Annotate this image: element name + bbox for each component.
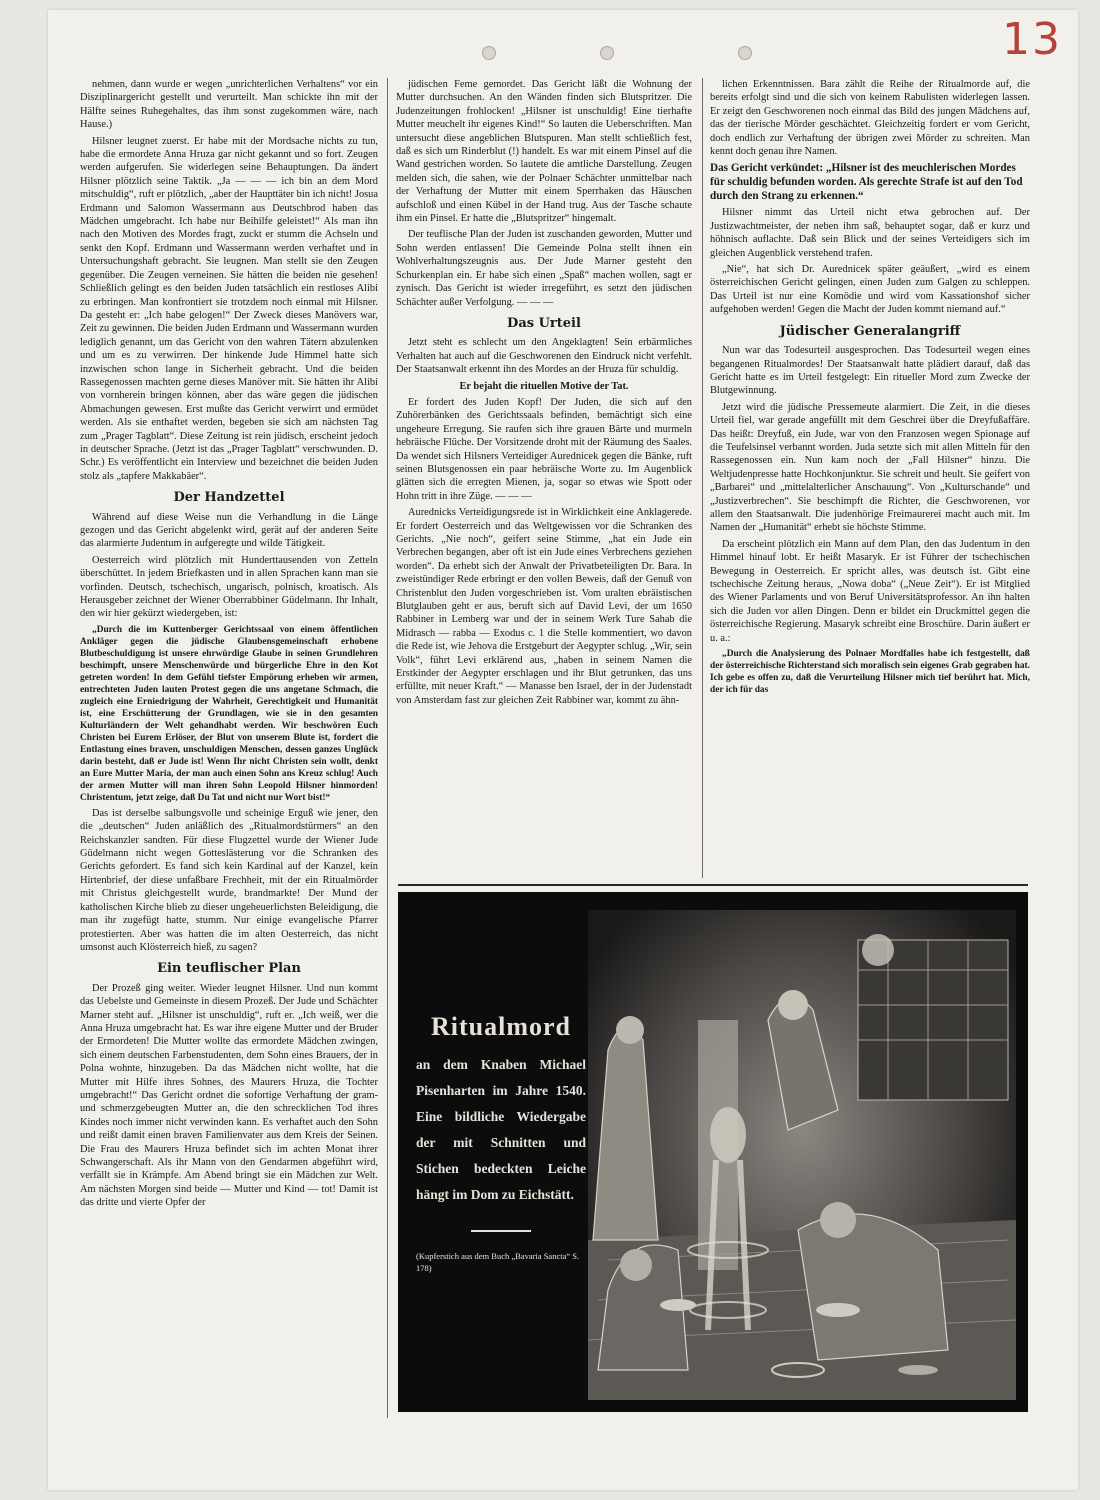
paragraph: Jetzt steht es schlecht um den Angeklagten! Sein erbärmliches Verhalten hat auch auf die Geschworenen den Eindruck nicht verfehlt. Der Staatsanwalt erkennt ihn des Mordes an der Hruza für schuldig. xyxy=(396,337,692,376)
figure-source: (Kupferstich aus dem Buch „Bavaria Sancta“ S. 178) xyxy=(416,1251,580,1273)
paragraph: Hilsner nimmt das Urteil nicht etwa gebrochen auf. Der Justizwachtmeister, der neben ihm saß, behauptet sogar, daß er kurz und höhnisch auflachte. Daß sein Blick und der seines Verteidigers sich im gleichen Augenblick verstehend trafen. xyxy=(710,207,1030,259)
figure-caption xyxy=(416,1012,586,1274)
engraving-image xyxy=(588,910,1016,1400)
column-1 xyxy=(80,78,378,1418)
paragraph: Er fordert des Juden Kopf! Der Juden, die sich auf den Zuhörerbänken des Gerichtssaals befinden, bemächtigt sich eine ungeheure Erregung. Sie raufen sich ihre grauen Bärte und murmeln hebräische Flüche. Der Vorsitzende droht mit der Räumung des Saales. Da wendet sich Hilsners Verteidiger Aurednicek gegen die Bänke, ruft seinen Blutsgenossen ein paar hebräische Worte zu. Im Augenblick glätten sich die erregten Mienen, ja, sogar so etwas wie Spott oder Hohn tritt in ihre Züge. — — — xyxy=(396,396,692,502)
paragraph: „Nie“, hat sich Dr. Aurednicek später geäußert, „wird es einem österreichischen Gericht gelingen, einen Juden zum Galgen zu schleppen. Das Urteil ist nur eine Komödie und wird vom Kassationshof sicher aufgehoben werden! Gegen die Macht der Juden kommt niemand auf.“ xyxy=(710,264,1030,316)
page-number: 13 xyxy=(1002,14,1062,65)
section-heading: Das Urteil xyxy=(507,315,581,331)
illustration-panel xyxy=(398,892,1028,1412)
column-divider xyxy=(702,78,703,878)
paragraph: lichen Erkenntnissen. Bara zählt die Reihe der Ritualmorde auf, die bereits erfolgt sind und die sich von keinem Rabulisten widerlegen lassen. Er zeigt den Geschworenen noch einmal das Bild des jungen Mädchens auf, das der tierische Mörder geschächtet. Gleichzeitig fordert er vom Gericht, doch endlich zur Verhaftung der übrigen zwei Mörder zu schreiten. Man kennt doch genau ihre Namen. xyxy=(710,79,1030,158)
section-heading: Ein teuflischer Plan xyxy=(157,961,301,977)
column-2 xyxy=(396,78,692,860)
section-heading: Jüdischer Generalangriff xyxy=(779,323,961,339)
caption-divider xyxy=(471,1230,531,1232)
paragraph: Aurednicks Verteidigungsrede ist in Wirklichkeit eine Anklagerede. Er fordert Oesterreich und das Weltgewissen vor die Schranken des Gerichts. „Nie noch“, geifert seine Stimme, „hat ein Jude ein Verbrechen begangen, aber oft ist ein Jude eines Verbrechens geziehen worden“. Da erhebt sich der Anwalt der Privatbeteiligten Dr. Bara. In zweistündiger Rede erbringt er den vollen Beweis, daß der Genuß von Christenblut den Juden vorgeschrieben ist. Vom uralten ebräistischen Blutglauben geht er aus, beruft sich auf David Levi, der um 1650 Rabbiner in Lemberg war und der in seinem Werk Ture Sahab die Midrasch — rabba — Exodus c. 1 die Stelle kommentiert, wo davon die Rede ist, wie Jehova die Erstgeburt der Aegypter schlug. „Wir, sein Volk“, führt Levi erklärend aus, „haben in seinem Namen die Erstkinder der Aegypter erschlagen und ihr Blut getrunken, das uns erfüllte, mit neuer Kraft.“ — Manasse ben Israel, der in der Judenstadt von Amsterdam fast zur gleichen Zeit Rabbiner war, kommt zu ähn- xyxy=(396,507,692,706)
paragraph: jüdischen Feme gemordet. Das Gericht läßt die Wohnung der Mutter durchsuchen. An den Wänden finden sich Blutspritzer. Die Judenzeitungen frohlocken! „Hilsner ist unschuldig! Eine tierhafte Mutter meuchelt ihr eigenes Kind!“ So lauten die Ueberschriften. Man untersucht diese angeblichen Blutspuren. Man stellt schließlich fest, daß es sich um Rinderblut (!) handelt. Es war mit einem Pinsel auf die Wand gestrichen worden. So lautete die amtliche Darstellung. Zeugen melden sich, die sahen, wie der Polnaer Schächter unmittelbar nach der Verhaftung der Mutter mit einem Sperrhaken das Häuschen aufschloß und einen Kübel in der Hand trug. Aus der Tasche schaute ihm ein Pinsel. Er hatte die „Blutspritzer“ hingemalt. xyxy=(396,79,692,225)
paragraph: nehmen, dann wurde er wegen „unrichterlichen Verhaltens“ vor ein Disziplinargericht gestellt und verurteilt. Man schickte ihn mit der Hälfte seines Ruhegehaltes, das ihm sonst zugekommen wäre, nach Hause.) xyxy=(80,79,378,131)
paragraph: Nun war das Todesurteil ausgesprochen. Das Todesurteil wegen eines begangenen Ritualmordes! Der Staatsanwalt hatte plädiert darauf, daß das Gericht hatte es im Urteil festgelegt: Ein ritueller Mord zum Zwecke der Blutgewinnung. xyxy=(710,345,1030,397)
column-3 xyxy=(710,78,1030,878)
punch-hole xyxy=(600,46,614,60)
section-rule xyxy=(398,884,1028,886)
section-heading: Der Handzettel xyxy=(173,490,285,506)
paragraph: Der teuflische Plan der Juden ist zuschanden geworden, Mutter und Sohn werden entlassen! Die Gemeinde Polna stellt ihnen ein Wohlverhaltungszeugnis aus. Der Jude Marner gesteht den Schurkenplan ein. Er habe sich einen „Spaß“ machen wollen, sagt er zynisch. Das Gericht ist wieder irregeführt, es setzt den jüdischen Schächter außer Verfolgung. — — — xyxy=(396,229,692,308)
punch-hole xyxy=(738,46,752,60)
paragraph: Oesterreich wird plötzlich mit Hunderttausenden von Zetteln überschüttet. In jedem Briefkasten und in allen Sprachen kann man sie vorfinden. Deutsch, tschechisch, ungarisch, polnisch, kroatisch. Als Herausgeber zeichnet der Wiener Oberrabbiner Güdelmann. Ihr Inhalt, den wir hier gekürzt wiedergeben, ist: xyxy=(80,554,378,620)
paragraph: Jetzt wird die jüdische Pressemeute alarmiert. Die Zeit, in die dieses Urteil fiel, war gerade angefüllt mit dem Geschrei über die Dreyfußaffäre. Das heißt: Dreyfuß, ein Jude, war von den Franzosen wegen Spionage auf die Teufelsinsel verbannt worden. Juda setzte sich mit allen Mitteln für den Rassegenossen ein. Nun kam noch der „Fall Hilsner“ hinzu. Die Weltjudenpresse hatte Hochkonjunktur. Sie schreit und heult. Sie geifert von „Barbarei“ und „mittelalterlicher Anschauung“. Von „Kulturschande“ und „Justizverbrechen“. Sie beschimpft die Richter, die Geschworenen, vor allem den Staatsanwalt. Die judenhörige Freimaurerei macht auch mit. Im Namen der „Humanität“ erhebt sie höchste Stimme. xyxy=(710,401,1030,534)
paragraph: Hilsner leugnet zuerst. Er habe mit der Mordsache nichts zu tun, habe die ermordete Anna Hruza gar nicht gekannt und so fort. Zeugen werden aufgerufen. Sie widerlegen seine Behauptungen. Da ändert Hilsner plötzlich seine Taktik. „Ja — — — ich bin an dem Mord mitschuldig“, ruft er plötzlich, „aber der Haupttäter bin ich nicht! Josua Erdmann und Salomon Wassermann aus Deutschbrod haben das Mädchen umgebracht. Ich habe nur Beihilfe geleistet!“ Als man ihn nach den Motiven des Mordes fragt, zuckt er stumm die Achseln und senkt den Kopf. Erdmann und Wassermann werden verhaftet und in Untersuchungshaft gebracht. Sie leugnen. Man stellt sie den Zeugen gegenüber. Die Zeugen verneinen. Sie hätten die beiden nie gesehen! Schließlich gelingt es den beiden Juden tatsächlich ein restloses Alibi zu erbringen. Man konfrontiert sie trotzdem noch einmal mit Hilsner. Da gesteht er: „Ich habe gelogen!“ Der Zweck dieses Manövers war, Zeit zu gewinnen. Die beiden Juden Erdmann und Wassermann wurden lediglich genannt, um das Gericht von den wahren Tätern abzulenken und um es zu verwirren. Der hinkende Jude Himmel hatte sich inzwischen schon lange in Sicherheit gebracht. Und die beiden Rassegenossen machten gerne dieses Manöver mit. Sie hätten ihr Alibi von vornherein bringen können, aber das wäre gegen die jüdischen Abmachungen gewesen. Erst mußte das Gericht verwirrt und ermüdet werden. Als sie enthaftet werden, begeben sie sich am nächsten Tag zum „Prager Tagblatt“. Diese Zeitung ist rein jüdisch, erscheint jedoch in deutscher Sprache. (Jetzt ist das „Prager Tagblatt“ verschwunden. D. Schr.) Es veröffentlicht ein Interview und bezeichnet die beiden Juden stolz als „tapfere Makkabäer“. xyxy=(80,135,378,482)
column-divider xyxy=(387,78,388,1418)
figure-caption-text: an dem Knaben Michael Pisenharten im Jahre 1540. Eine bildliche Wiedergabe der mit Schnitten und Stichen bedeckten Leiche hängt im Dom zu Eichstätt. xyxy=(416,1057,586,1202)
verdict-text: Das Gericht verkündet: „Hilsner ist des meuchlerischen Mordes für schuldig befunden worden. Als gerechte Strafe ist auf den Tod durch den Strang zu erkennen.“ xyxy=(710,162,1023,203)
figure-title: Ritualmord xyxy=(431,1012,571,1041)
quote-block: „Durch die Analysierung des Polnaer Mordfalles habe ich festgestellt, daß der österreichische Richterstand sich moralisch sein eigenes Grab gegraben hat. Ich gebe es offen zu, daß die Verurteilung Hilsner mich tief berührt hat. Mich, der ich für das xyxy=(710,649,1030,696)
paragraph: Während auf diese Weise nun die Verhandlung in die Länge gezogen und das Gericht abgelenkt wird, gerät auf der anderen Seite das alarmierte Judentum in aufgeregte und wilde Tätigkeit. xyxy=(80,511,378,550)
quote-block: „Durch die im Kuttenberger Gerichtssaal von einem öffentlichen Ankläger gegen die jüdische Glaubensgemeinschaft erhobene Blutbeschuldigung ist unsere ehrwürdige Glaube in seinen Grundlehren beschimpft, unsere Menschenwürde und bürgerliche Ehre in den Kot getreten worden! In dem Gefühl tiefster Empörung erheben wir armen, entrechteten Juden lauten Protest gegen die uns angetane Schmach, die zugleich eine Erniedrigung der Wahrheit, Gerechtigkeit und Humanität ist, eine Erschütterung der Grundlagen, wie sie in den gesamten Kulturländern der Welt gehandhabt werden. Wir beschwören Euch Christen bei Eurem Erlöser, der Blut von unserem Blute ist, fordert die Entlastung eines braven, unschuldigen Menschen, dessen ganzes Unglück darin besteht, daß er Jude ist! Wenn Ihr nicht Christen sein wollt, denkt an Eure Mutter Maria, der man auch einen Sohn ans Kreuz schlug! Auch der armen Mutter will man ihren Sohn Leopold Hilsner hinmorden! Christentum, jetzt zeige, daß Du Tat und nicht nur Wort bist!“ xyxy=(80,624,378,803)
paragraph: Der Prozeß ging weiter. Wieder leugnet Hilsner. Und nun kommt das Uebelste und Gemeinste in diesem Prozeß. Der Jude und Schächter Marner steht auf. „Hilsner ist unschuldig“, ruft er. „Ich weiß, wer die Anna Hruza umgebracht hat. Es war ihre eigene Mutter und der Bruder der Ermordeten! Die Mutter wollte das ermordete Mädchen zwingen, sich einem deutschen Farbenstudenten, dem Sohn eines Brauers, der in Polna wohnte, hinzugeben. Da das Mädchen nicht wollte, hat die Mutter mit Hilfe ihres Sohnes, des Maurers Hruza, die Tochter umgebracht!“ Das Gericht ordnet die sofortige Verhaftung der gram- und schmerzgebeugten Mutter an, die den schrecklichen Tod ihres Kindes noch immer nicht verwinden kann. Es verhaftet auch den Sohn und reißt damit einen braven Familienvater aus dem Kreis der Seinen. Die Frau des Maurers Hruza befindet sich im achten Monat ihrer Schwangerschaft. Als ihr Mann von den Gendarmen abgeführt wird, verfällt sie in Krämpfe. Am Abend bringt sie ein Mädchen zur Welt. Am nächsten Morgen sind beide — Mutter und Kind — tot! Damit ist das dritte und vierte Opfer der xyxy=(80,982,378,1209)
punch-hole xyxy=(482,46,496,60)
subheading: Er bejaht die rituellen Motive der Tat. xyxy=(459,380,629,392)
paragraph: Das ist derselbe salbungsvolle und scheinige Erguß wie jener, den die „deutschen“ Juden anläßlich des „Ritualmordstürmers“ an den Reichskanzler sandten. Für diese Flugzettel wurde der Wiener Jude Güdelmann nicht wegen Gotteslästerung vor die Schranken des Gerichts gefordert. Es fand sich kein Kardinal auf der Kanzel, kein Hirtenbrief, der diese unfaßbare Frechheit, mit der ein Ritualmörder mit Christus gleichgestellt wurde, brandmarkte! Der Mund der katholischen Kirche blieb zu dieser ungeheuerlichsten Beleidigung, die man ihr zugefügt hatte, stumm. Nur einige evangelische Pfarrer protestierten. Aber was hatten die im alten Oesterreich, das nicht umsonst auch Klösterreich hieß, zu sagen? xyxy=(80,807,378,953)
paragraph: Da erscheint plötzlich ein Mann auf dem Plan, den das Judentum in den Himmel hinauf lobt. Er heißt Masaryk. Er ist Führer der tschechischen Bewegung in Oesterreich. Er spricht alles, was deutsch ist. Gibt eine tschechische Zeitung heraus, „Nowa doba“ („Neue Zeit“). Er ist Mitglied des Wiener Parlaments und von Beruf Universitätsprofessor. An ihn halten sich die Juden vor allen Dingen. Denn er bildet ein Druckmittel gegen die österreichische Regierung. Masaryk schreibt eine Broschüre. Darin äußert er u. a.: xyxy=(710,538,1030,644)
